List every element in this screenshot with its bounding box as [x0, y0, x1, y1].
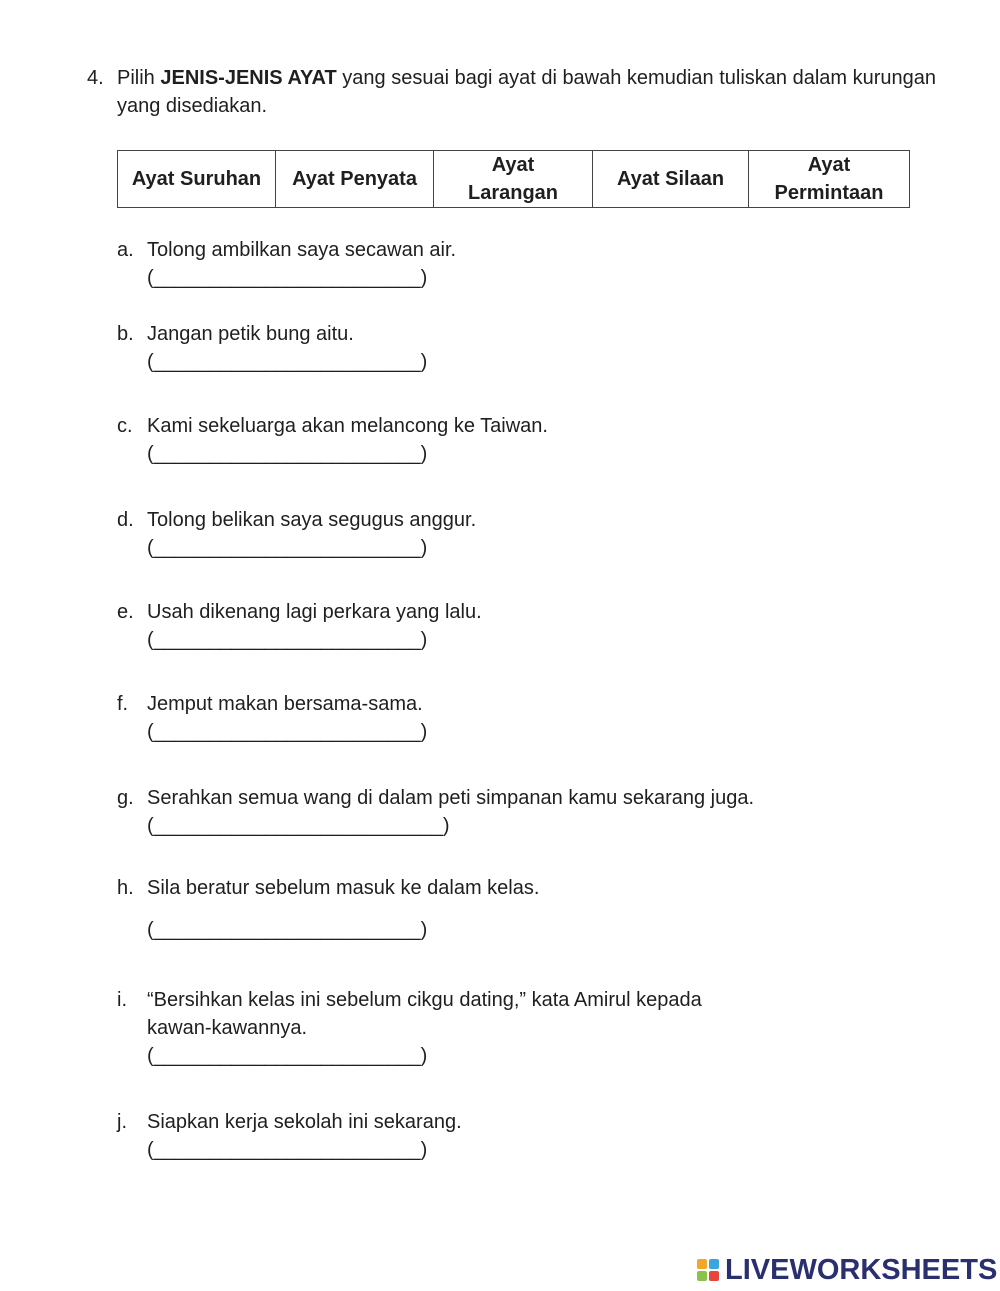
answer-blank[interactable]: (________________________)	[147, 919, 428, 941]
question-text: Jemput makan bersama-sama.	[147, 693, 423, 715]
question-i: i. “Bersihkan kelas ini sebelum cikgu dating,” kata Amirul kepada kawan-kawannya. (________________________)	[117, 986, 757, 1070]
answer-blank[interactable]: (________________________)	[147, 267, 428, 289]
question-text: Siapkan kerja sekolah ini sekarang.	[147, 1111, 462, 1133]
logo-tiles-icon	[697, 1259, 719, 1281]
question-text: Tolong belikan saya segugus anggur.	[147, 509, 477, 531]
answer-blank[interactable]: (________________________)	[147, 721, 428, 743]
instruction-bold: JENIS-JENIS AYAT	[160, 67, 337, 89]
answer-blank[interactable]: (________________________)	[147, 443, 428, 465]
answer-blank[interactable]: (________________________)	[147, 629, 428, 651]
instruction	[87, 64, 947, 120]
question-text: Tolong ambilkan saya secawan air.	[147, 239, 457, 261]
answer-blank[interactable]: (__________________________)	[147, 815, 450, 837]
answer-blank[interactable]: (________________________)	[147, 1045, 428, 1067]
options-table	[117, 150, 910, 208]
question-text: Kami sekeluarga akan melancong ke Taiwan.	[147, 415, 548, 437]
answer-blank[interactable]: (________________________)	[147, 1139, 428, 1161]
question-b: b. Jangan petik bung aitu. (________________________)	[117, 320, 937, 376]
answer-blank[interactable]: (________________________)	[147, 351, 428, 373]
question-text: Sila beratur sebelum masuk ke dalam kelas.	[147, 877, 540, 899]
question-text: Jangan petik bung aitu.	[147, 323, 354, 345]
answer-blank[interactable]: (________________________)	[147, 537, 428, 559]
question-f: f. Jemput makan bersama-sama. (________________________)	[117, 690, 937, 746]
option-ayat-penyata: Ayat Penyata	[276, 151, 434, 208]
question-text: Serahkan semua wang di dalam peti simpanan kamu sekarang juga.	[147, 787, 755, 809]
question-e: e. Usah dikenang lagi perkara yang lalu. (________________________)	[117, 598, 937, 654]
question-j: j. Siapkan kerja sekolah ini sekarang. (________________________)	[117, 1108, 937, 1164]
question-d: d. Tolong belikan saya segugus anggur. (________________________)	[117, 506, 937, 562]
question-h: h. Sila beratur sebelum masuk ke dalam kelas. (________________________)	[117, 874, 937, 944]
question-text: Usah dikenang lagi perkara yang lalu.	[147, 601, 482, 623]
option-ayat-silaan: Ayat Silaan	[593, 151, 749, 208]
option-ayat-larangan: Ayat Larangan	[434, 151, 593, 208]
question-text: “Bersihkan kelas ini sebelum cikgu dating,” kata Amirul kepada kawan-kawannya.	[147, 989, 702, 1039]
liveworksheets-logo	[697, 1253, 997, 1287]
option-ayat-suruhan: Ayat Suruhan	[118, 151, 276, 208]
question-number: 4.	[87, 67, 104, 89]
question-a: a. Tolong ambilkan saya secawan air. (________________________)	[117, 236, 937, 292]
instruction-text: Pilih JENIS-JENIS AYAT yang sesuai bagi ayat di bawah kemudian tuliskan dalam kurungan yang disediakan.	[117, 67, 937, 117]
logo-text: LIVEWORKSHEETS	[725, 1253, 998, 1286]
option-ayat-permintaan: Ayat Permintaan	[749, 151, 910, 208]
question-c: c. Kami sekeluarga akan melancong ke Taiwan. (________________________)	[117, 412, 937, 468]
question-g: g. Serahkan semua wang di dalam peti simpanan kamu sekarang juga. (__________________________)	[117, 784, 937, 840]
